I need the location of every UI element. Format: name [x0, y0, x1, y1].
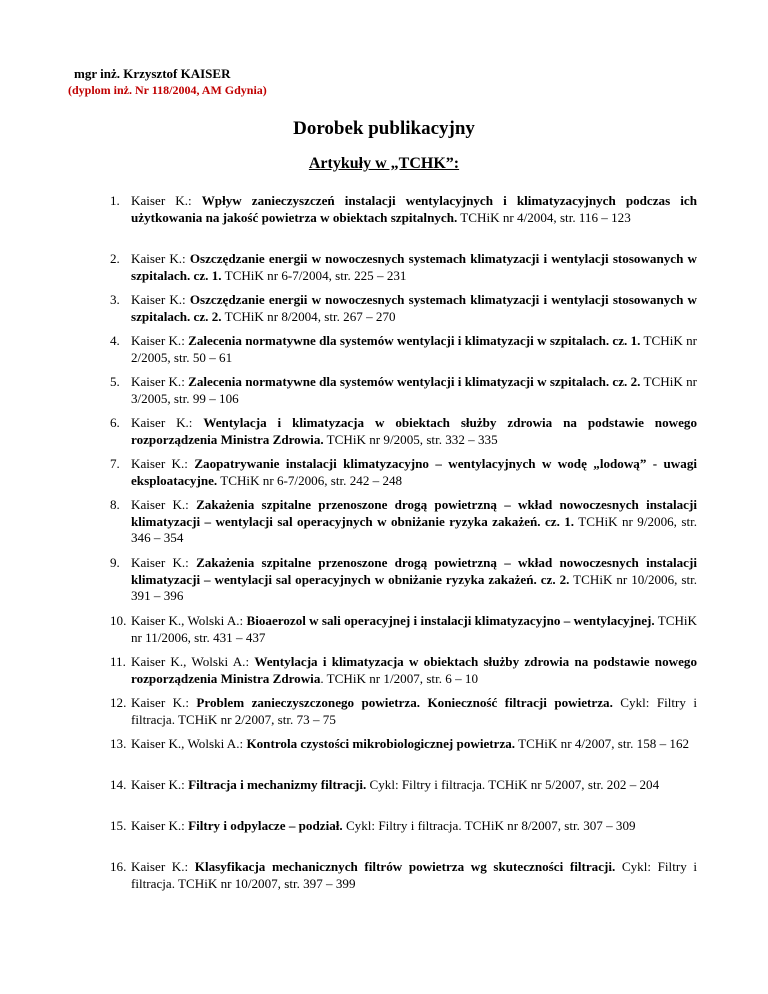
publication-source: TCHiK nr 11/2006, str. 431 – 437 [131, 613, 697, 645]
publication-source: Cykl: Filtry i filtracja. TCHiK nr 5/2007, str. 202 – 204 [366, 777, 660, 792]
publication-source: Cykl: Filtry i filtracja. TCHiK nr 8/2007, str. 307 – 309 [342, 818, 636, 833]
publication-body [131, 292, 697, 325]
publication-body [131, 251, 697, 284]
publication-source: . TCHiK nr 1/2007, str. 6 – 10 [320, 670, 478, 686]
publication-authors: Kaiser K.: [131, 193, 202, 208]
publication-title: Filtry i odpylacze – podział. [188, 818, 343, 833]
section-heading-text: Artykuły w „TCHK”: [308, 155, 460, 172]
publication-title: Oszczędzanie energii w nowoczesnych systemach klimatyzacji i wentylacji stosowanych w szpitalach. cz. 1. [131, 251, 697, 283]
publication-number: 12. [110, 695, 127, 710]
publication-number: 15. [110, 818, 127, 833]
publication-authors: Kaiser K.: [131, 374, 189, 389]
publication-authors: Kaiser K.: [131, 497, 197, 512]
publication-source: TCHiK nr 4/2007, str. 158 – 162 [515, 736, 690, 751]
publication-title: Wentylacja i klimatyzacja w obiektach służby zdrowia na podstawie nowego rozporządzenia Ministra Zdrowia. [131, 415, 697, 447]
publication-source: TCHiK nr 9/2005, str. 332 – 335 [323, 431, 498, 447]
publication-title: Zaopatrywanie instalacji klimatyzacyjno – wentylacyjnych w wodę „lodową” - uwagi eksploatacyjne. [131, 456, 697, 488]
publication-body [131, 736, 697, 753]
publication-authors: Kaiser K.: [131, 456, 195, 471]
publication-body [131, 555, 697, 605]
publication-authors: Kaiser K.: [131, 859, 195, 874]
publication-number: 2. [110, 251, 120, 266]
publication-source: Cykl: Filtry i filtracja. TCHiK nr 10/2007, str. 397 – 399 [131, 859, 697, 891]
section-heading [0, 155, 768, 173]
publication-body [131, 777, 697, 794]
publication-authors: Kaiser K.: [131, 818, 189, 833]
publication-title: Wpływ zanieczyszczeń instalacji wentylacyjnych i klimatyzacyjnych podczas ich użytkowania na jakość powietrza w obiektach szpitalnych. [131, 193, 697, 225]
publication-source: TCHiK nr 9/2006, str. 346 – 354 [131, 513, 697, 546]
publication-authors: Kaiser K.: [131, 777, 189, 792]
publication-authors: Kaiser K., Wolski A.: [131, 613, 247, 628]
publication-body [131, 654, 697, 687]
publication-source: Cykl: Filtry i filtracja. TCHiK nr 2/2007, str. 73 – 75 [131, 695, 697, 727]
author-name: mgr inż. Krzysztof KAISER [74, 66, 231, 81]
publication-source: TCHiK nr 6-7/2006, str. 242 – 248 [217, 472, 403, 488]
publication-source: TCHiK nr 3/2005, str. 99 – 106 [131, 374, 697, 406]
publication-title: Klasyfikacja mechanicznych filtrów powietrza wg skuteczności filtracji. [194, 859, 616, 874]
publication-number: 7. [110, 456, 120, 471]
publication-body [131, 818, 697, 835]
publication-title: Zakażenia szpitalne przenoszone drogą powietrzną – wkład nowoczesnych instalacji klimatyzacji – wentylacji sal operacyjnych w obniżanie ryzyka zakażeń. cz. 2. [131, 555, 697, 587]
publication-number: 4. [110, 333, 120, 348]
publication-number: 6. [110, 415, 120, 430]
publication-authors: Kaiser K.: [131, 333, 189, 348]
publication-body [131, 333, 697, 366]
publication-title: Bioaerozol w sali operacyjnej i instalacji klimatyzacyjno – wentylacyjnej. [246, 613, 655, 628]
publication-number: 9. [110, 555, 120, 570]
publication-title: Oszczędzanie energii w nowoczesnych systemach klimatyzacji i wentylacji stosowanych w szpitalach. cz. 2. [131, 292, 697, 324]
publication-authors: Kaiser K.: [131, 292, 190, 307]
publication-number: 11. [110, 654, 126, 669]
author-degree: (dyplom inż. Nr 118/2004, AM Gdynia) [68, 83, 267, 97]
publication-title: Zakażenia szpitalne przenoszone drogą powietrzną – wkład nowoczesnych instalacji klimatyzacji – wentylacji sal operacyjnych w obniżanie ryzyka zakażeń. cz. 1. [131, 497, 697, 529]
publication-title: Wentylacja i klimatyzacja w obiektach służby zdrowia na podstawie nowego rozporządzenia Ministra Zdrowia [131, 654, 697, 686]
publication-number: 16. [110, 859, 127, 874]
publication-body [131, 695, 697, 728]
publication-number: 8. [110, 497, 120, 512]
publication-number: 14. [110, 777, 127, 792]
publication-source: TCHiK nr 8/2004, str. 267 – 270 [221, 308, 396, 324]
publication-authors: Kaiser K., Wolski A.: [131, 654, 255, 669]
publication-title: Filtracja i mechanizmy filtracji. [188, 777, 367, 792]
publication-number: 3. [110, 292, 120, 307]
publication-authors: Kaiser K., Wolski A.: [131, 736, 247, 751]
publication-source: TCHiK nr 2/2005, str. 50 – 61 [131, 333, 697, 365]
publication-number: 5. [110, 374, 120, 389]
publication-authors: Kaiser K.: [131, 251, 190, 266]
publication-number: 13. [110, 736, 127, 751]
publication-body [131, 374, 697, 407]
publication-source: TCHiK nr 6-7/2004, str. 225 – 231 [221, 267, 407, 283]
publication-authors: Kaiser K.: [131, 555, 197, 570]
publication-body [131, 859, 697, 892]
publication-title: Problem zanieczyszczonego powietrza. Konieczność filtracji powietrza. [196, 695, 613, 710]
publication-authors: Kaiser K.: [131, 415, 204, 430]
publication-title: Zalecenia normatywne dla systemów wentylacji i klimatyzacji w szpitalach. cz. 2. [188, 374, 641, 389]
publication-source: TCHiK nr 4/2004, str. 116 – 123 [457, 209, 631, 225]
publication-number: 10. [110, 613, 127, 628]
publication-authors: Kaiser K.: [131, 695, 197, 710]
publication-body [131, 193, 697, 226]
page-title: Dorobek publikacyjny [293, 118, 475, 139]
publication-title: Zalecenia normatywne dla systemów wentylacji i klimatyzacji w szpitalach. cz. 1. [188, 333, 641, 348]
publication-body [131, 456, 697, 489]
publication-source: TCHiK nr 10/2006, str. 391 – 396 [131, 571, 698, 604]
publication-title: Kontrola czystości mikrobiologicznej powietrza. [246, 736, 516, 751]
publication-body [131, 497, 697, 547]
publication-body [131, 415, 697, 448]
publication-number: 1. [110, 193, 120, 208]
publication-body [131, 613, 697, 646]
